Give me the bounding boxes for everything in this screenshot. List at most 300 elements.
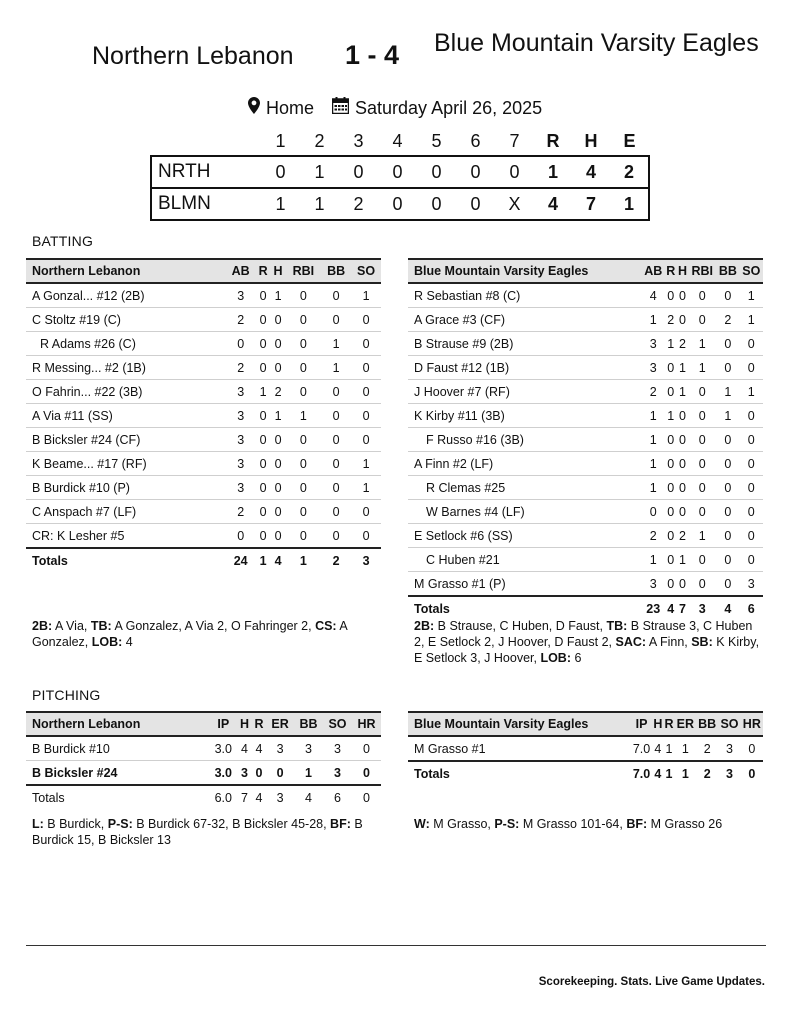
stat-col-header: BB — [696, 712, 718, 736]
linescore-row — [151, 188, 649, 220]
stat-cell: 0 — [716, 332, 739, 356]
note-key: 2B: — [32, 619, 53, 633]
stat-cell: 0 — [321, 476, 351, 500]
stat-cell: 0 — [321, 308, 351, 332]
stat-col-header: SO — [323, 712, 352, 736]
stat-cell: 0 — [688, 476, 716, 500]
player-name: E Setlock #6 (SS) — [408, 524, 642, 548]
stat-cell: 1 — [256, 380, 271, 404]
player-row — [26, 761, 381, 786]
totals-label: Totals — [408, 596, 642, 620]
stat-cell: 0 — [351, 332, 381, 356]
totals-cell: 3 — [266, 785, 294, 809]
stat-cell: 0 — [286, 500, 322, 524]
stat-cell: 0 — [226, 524, 256, 549]
stat-cell: 0 — [351, 380, 381, 404]
stat-cell: 0 — [256, 428, 271, 452]
stat-cell: 0 — [351, 308, 381, 332]
player-name: A Gonzal... #12 (2B) — [26, 283, 226, 308]
totals-cell: 6.0 — [209, 785, 237, 809]
player-row — [408, 428, 763, 452]
linescore-team: NRTH — [151, 156, 261, 188]
stat-cell: 2 — [226, 308, 256, 332]
player-row — [26, 332, 381, 356]
stat-cell: 1 — [642, 404, 665, 428]
linescore-table — [150, 127, 650, 221]
stat-cell: 3 — [237, 761, 251, 786]
note-value: B Burdick 67-32, B Bicksler 45-28, — [132, 817, 331, 831]
stat-cell: 1 — [642, 428, 665, 452]
linescore-col-header: 6 — [470, 130, 481, 151]
stat-cell: 0 — [688, 404, 716, 428]
stat-cell: 0 — [677, 308, 689, 332]
location-label: Home — [266, 97, 315, 118]
note-key: 2B: — [414, 619, 435, 633]
stat-cell: 0 — [271, 452, 286, 476]
player-row — [408, 548, 763, 572]
stat-cell: 0 — [256, 452, 271, 476]
stat-cell: 1 — [351, 476, 381, 500]
totals-cell: 7 — [237, 785, 251, 809]
stat-cell: 0 — [665, 428, 677, 452]
stat-cell: 0 — [256, 308, 271, 332]
stat-cell: 0 — [716, 572, 739, 597]
stat-cell: 2 — [642, 380, 665, 404]
stat-cell: 0 — [665, 356, 677, 380]
stat-cell: 3 — [226, 380, 256, 404]
stat-cell: 0 — [665, 452, 677, 476]
note-value: A Gonzalez, A Via 2, O Fahringer 2, — [111, 619, 316, 633]
totals-cell: 6 — [323, 785, 352, 809]
player-row — [408, 736, 763, 761]
stat-cell: 4 — [237, 736, 251, 761]
stat-cell: 0 — [677, 476, 689, 500]
totals-label: Totals — [26, 548, 226, 572]
totals-row — [408, 596, 763, 620]
stat-col-header: BB — [321, 259, 351, 283]
stat-cell: 0 — [665, 283, 677, 308]
player-row — [26, 500, 381, 524]
stat-cell: 0 — [677, 500, 689, 524]
stat-cell: 0 — [271, 524, 286, 549]
stat-cell: 2 — [677, 524, 689, 548]
stat-cell: 0 — [351, 356, 381, 380]
stat-cell: 0 — [256, 476, 271, 500]
linescore-inning-cell: 0 — [456, 188, 495, 220]
stat-col-header: SO — [351, 259, 381, 283]
stat-cell: 0 — [286, 356, 322, 380]
pitching-section-title: PITCHING — [32, 687, 101, 703]
stat-cell: 0 — [716, 500, 739, 524]
note-value: 4 — [122, 635, 133, 649]
totals-cell: 3 — [688, 596, 716, 620]
stat-header-row — [26, 712, 381, 736]
player-name: A Via #11 (SS) — [26, 404, 226, 428]
linescore-inning-cell: 0 — [378, 156, 417, 188]
player-name: O Fahrin... #22 (3B) — [26, 380, 226, 404]
player-row — [408, 283, 763, 308]
stat-cell: 3 — [266, 736, 294, 761]
stat-cell: 1 — [642, 476, 665, 500]
stat-col-header: SO — [718, 712, 740, 736]
linescore-inning-cell: 2 — [339, 188, 378, 220]
player-row — [26, 380, 381, 404]
stat-cell: 0 — [716, 548, 739, 572]
stat-cell: 0 — [321, 283, 351, 308]
linescore-inning-cell: 0 — [495, 156, 534, 188]
player-row — [26, 283, 381, 308]
stat-cell: 0 — [351, 428, 381, 452]
note-value: K Kirby, E Setlock 3, J Hoover, — [414, 635, 760, 665]
linescore-col-header: 4 — [392, 130, 403, 151]
stat-cell: 3 — [642, 356, 665, 380]
totals-cell: 4 — [665, 596, 677, 620]
totals-cell: 0 — [352, 785, 381, 809]
totals-row — [26, 548, 381, 572]
player-name: M Grasso #1 — [408, 736, 631, 761]
stat-cell: 0 — [688, 308, 716, 332]
note-value: B Burdick 15, B Bicksler 13 — [32, 817, 363, 847]
batting-section-title: BATTING — [32, 233, 94, 249]
stat-cell: 1 — [271, 404, 286, 428]
stat-cell: 0 — [740, 524, 763, 548]
stat-cell: 0 — [256, 500, 271, 524]
stat-cell: 0 — [286, 332, 322, 356]
player-name: R Sebastian #8 (C) — [408, 283, 642, 308]
stat-cell: 1 — [321, 332, 351, 356]
stat-cell: 3 — [226, 283, 256, 308]
stat-cell: 3 — [226, 476, 256, 500]
stat-cell: 0 — [740, 332, 763, 356]
stat-cell: 0 — [677, 404, 689, 428]
stat-cell: 0 — [226, 332, 256, 356]
stat-cell: 0 — [256, 404, 271, 428]
pitching-notes-away — [32, 816, 387, 848]
stat-cell: 0 — [665, 380, 677, 404]
stat-cell: 0 — [665, 500, 677, 524]
player-name: M Grasso #1 (P) — [408, 572, 642, 597]
linescore-inning-cell: 1 — [300, 188, 339, 220]
stat-cell: 1 — [740, 308, 763, 332]
player-row — [408, 452, 763, 476]
linescore-row — [151, 156, 649, 188]
note-key: LOB: — [91, 635, 123, 649]
stat-cell: 3 — [642, 572, 665, 597]
stat-cell: 0 — [256, 524, 271, 549]
totals-cell: 1 — [675, 761, 696, 785]
stat-cell: 0 — [271, 428, 286, 452]
player-row — [408, 500, 763, 524]
stat-cell: 0 — [741, 736, 763, 761]
stat-cell: 0 — [352, 736, 381, 761]
stat-cell: 1 — [351, 452, 381, 476]
totals-cell: 6 — [740, 596, 763, 620]
linescore-col-header: R — [546, 130, 560, 151]
player-name: B Strause #9 (2B) — [408, 332, 642, 356]
player-row — [408, 308, 763, 332]
stat-cell: 0 — [740, 548, 763, 572]
note-key: TB: — [606, 619, 628, 633]
player-row — [26, 476, 381, 500]
stat-cell: 1 — [665, 404, 677, 428]
stat-cell: 0 — [352, 761, 381, 786]
stat-cell: 1 — [688, 332, 716, 356]
stat-cell: 0 — [271, 332, 286, 356]
footer-divider — [26, 945, 766, 946]
player-name: R Clemas #25 — [408, 476, 642, 500]
home-team-name: Blue Mountain Varsity Eagles — [434, 29, 759, 57]
stat-header-row — [408, 712, 763, 736]
stat-cell: 3 — [642, 332, 665, 356]
footer-tagline: Scorekeeping. Stats. Live Game Updates. — [538, 976, 765, 988]
stat-cell: 0 — [688, 572, 716, 597]
note-key: SAC: — [615, 635, 647, 649]
stat-col-header: ER — [266, 712, 294, 736]
stat-cell: 4 — [642, 283, 665, 308]
stat-cell: 0 — [716, 452, 739, 476]
stat-cell: 0 — [740, 428, 763, 452]
stat-cell: 3 — [294, 736, 323, 761]
stat-cell: 3 — [323, 761, 352, 786]
note-value: A Via, — [52, 619, 91, 633]
stat-cell: 0 — [252, 761, 266, 786]
away-team-name: Northern Lebanon — [92, 42, 294, 70]
linescore-errors: 2 — [610, 156, 649, 188]
totals-cell: 4 — [716, 596, 739, 620]
player-name: K Beame... #17 (RF) — [26, 452, 226, 476]
linescore-inning-cell: X — [495, 188, 534, 220]
stat-team-header: Northern Lebanon — [26, 259, 226, 283]
stat-cell: 0 — [286, 428, 322, 452]
stat-cell: 3 — [718, 736, 740, 761]
linescore-errors: 1 — [610, 188, 649, 220]
stat-cell: 0 — [688, 428, 716, 452]
stat-cell: 1 — [740, 380, 763, 404]
stat-cell: 0 — [665, 476, 677, 500]
stat-cell: 0 — [321, 452, 351, 476]
stat-cell: 0 — [351, 524, 381, 549]
note-key: SB: — [691, 635, 713, 649]
totals-cell: 7 — [677, 596, 689, 620]
totals-row — [408, 761, 763, 785]
linescore-inning-cell: 0 — [456, 156, 495, 188]
stat-col-header: H — [677, 259, 689, 283]
stat-col-header: HR — [352, 712, 381, 736]
stat-col-header: AB — [642, 259, 665, 283]
stat-cell: 2 — [665, 308, 677, 332]
player-name: C Anspach #7 (LF) — [26, 500, 226, 524]
note-value: M Grasso, — [429, 817, 495, 831]
player-name: A Finn #2 (LF) — [408, 452, 642, 476]
stat-cell: 0 — [256, 356, 271, 380]
stat-cell: 0 — [256, 332, 271, 356]
linescore-header-row — [151, 127, 649, 156]
stat-cell: 3 — [323, 736, 352, 761]
totals-cell: 1 — [663, 761, 674, 785]
stat-cell: 0 — [321, 500, 351, 524]
linescore-col-header: 7 — [509, 130, 520, 151]
stat-cell: 0 — [740, 476, 763, 500]
stat-cell: 0 — [688, 380, 716, 404]
note-key: P-S: — [494, 817, 520, 831]
linescore-runs: 4 — [534, 188, 572, 220]
stat-col-header: R — [663, 712, 674, 736]
note-key: P-S: — [107, 817, 133, 831]
totals-label: Totals — [26, 785, 209, 809]
stat-col-header: IP — [631, 712, 652, 736]
stat-cell: 0 — [740, 404, 763, 428]
linescore-hits: 7 — [572, 188, 610, 220]
totals-cell: 4 — [271, 548, 286, 572]
stat-col-header: RBI — [688, 259, 716, 283]
linescore-inning-cell: 1 — [261, 188, 300, 220]
note-key: L: — [32, 817, 44, 831]
note-value: M Grasso 101-64, — [519, 817, 627, 831]
player-name: B Bicksler #24 — [26, 761, 209, 786]
stat-cell: 0 — [688, 500, 716, 524]
stat-cell: 0 — [740, 356, 763, 380]
stat-cell: 0 — [665, 548, 677, 572]
note-value: B Strause, C Huben, D Faust, — [434, 619, 607, 633]
stat-col-header: H — [652, 712, 663, 736]
stat-col-header: HR — [741, 712, 763, 736]
calendar-icon — [332, 97, 349, 119]
stat-cell: 2 — [677, 332, 689, 356]
stat-col-header: AB — [226, 259, 256, 283]
player-row — [26, 404, 381, 428]
player-name: F Russo #16 (3B) — [408, 428, 642, 452]
stat-cell: 1 — [321, 356, 351, 380]
stat-col-header: IP — [209, 712, 237, 736]
stat-team-header: Blue Mountain Varsity Eagles — [408, 712, 631, 736]
stat-col-header: H — [271, 259, 286, 283]
linescore-inning-cell: 0 — [417, 188, 456, 220]
player-row — [408, 404, 763, 428]
note-key: W: — [414, 817, 430, 831]
stat-cell: 0 — [688, 452, 716, 476]
stat-cell: 1 — [351, 283, 381, 308]
linescore-col-header: E — [623, 130, 636, 151]
player-name: C Stoltz #19 (C) — [26, 308, 226, 332]
stat-cell: 2 — [271, 380, 286, 404]
note-key: BF: — [330, 817, 351, 831]
stat-cell: 0 — [271, 476, 286, 500]
player-name: R Messing... #2 (1B) — [26, 356, 226, 380]
player-name: K Kirby #11 (3B) — [408, 404, 642, 428]
stat-col-header: R — [252, 712, 266, 736]
stat-cell: 1 — [665, 332, 677, 356]
note-value: B Strause 3, C Huben 2, E Setlock 2, J Hoover, D Faust 2, — [414, 619, 753, 649]
totals-cell: 4 — [252, 785, 266, 809]
player-name: CR: K Lesher #5 — [26, 524, 226, 549]
stat-cell: 0 — [716, 283, 739, 308]
stat-cell: 0 — [740, 500, 763, 524]
stat-cell: 1 — [716, 380, 739, 404]
batting-table-home — [408, 258, 763, 620]
player-row — [26, 308, 381, 332]
player-row — [408, 572, 763, 597]
totals-cell: 1 — [256, 548, 271, 572]
linescore-inning-cell: 0 — [417, 156, 456, 188]
player-row — [26, 356, 381, 380]
linescore-col-header: 1 — [275, 130, 286, 151]
stat-col-header: R — [256, 259, 271, 283]
stat-col-header: BB — [294, 712, 323, 736]
map-pin-icon — [248, 97, 260, 119]
stat-cell: 0 — [688, 548, 716, 572]
player-name: B Burdick #10 (P) — [26, 476, 226, 500]
player-name: B Burdick #10 — [26, 736, 209, 761]
date-label: Saturday April 26, 2025 — [355, 97, 543, 118]
stat-cell: 1 — [286, 404, 322, 428]
stat-cell: 0 — [351, 404, 381, 428]
player-name: B Bicksler #24 (CF) — [26, 428, 226, 452]
stat-col-header: RBI — [286, 259, 322, 283]
stat-cell: 0 — [321, 428, 351, 452]
player-row — [408, 356, 763, 380]
totals-row — [26, 785, 381, 809]
stat-cell: 3.0 — [209, 736, 237, 761]
linescore-col-header: 3 — [353, 130, 364, 151]
totals-label: Totals — [408, 761, 631, 785]
stat-cell: 0 — [286, 283, 322, 308]
linescore-corner — [151, 127, 261, 156]
stat-cell: 0 — [351, 500, 381, 524]
totals-cell: 4 — [294, 785, 323, 809]
stat-col-header: H — [237, 712, 251, 736]
player-row — [408, 524, 763, 548]
stat-cell: 0 — [716, 524, 739, 548]
stat-cell: 1 — [740, 283, 763, 308]
totals-cell: 23 — [642, 596, 665, 620]
player-name: D Faust #12 (1B) — [408, 356, 642, 380]
stat-cell: 1 — [716, 404, 739, 428]
note-value: A Gonzalez, — [32, 619, 348, 649]
linescore-inning-cell: 0 — [378, 188, 417, 220]
stat-cell: 0 — [286, 308, 322, 332]
stat-team-header: Blue Mountain Varsity Eagles — [408, 259, 642, 283]
totals-cell: 2 — [696, 761, 718, 785]
stat-cell: 1 — [677, 380, 689, 404]
linescore-inning-cell: 1 — [300, 156, 339, 188]
player-row — [408, 332, 763, 356]
stat-cell: 1 — [271, 283, 286, 308]
stat-cell: 1 — [294, 761, 323, 786]
stat-cell: 1 — [688, 356, 716, 380]
batting-notes-home — [414, 618, 764, 666]
stat-cell: 0 — [740, 452, 763, 476]
linescore-inning-cell: 0 — [261, 156, 300, 188]
stat-cell: 0 — [688, 283, 716, 308]
stat-cell: 1 — [642, 308, 665, 332]
stat-cell: 4 — [252, 736, 266, 761]
stat-cell: 0 — [286, 452, 322, 476]
stat-cell: 0 — [321, 524, 351, 549]
stat-cell: 0 — [321, 404, 351, 428]
stat-cell: 1 — [642, 548, 665, 572]
stat-cell: 4 — [652, 736, 663, 761]
pitching-table-home — [408, 711, 763, 785]
player-name: J Hoover #7 (RF) — [408, 380, 642, 404]
linescore-inning-cell: 0 — [339, 156, 378, 188]
stat-header-row — [408, 259, 763, 283]
stat-cell: 0 — [642, 500, 665, 524]
stat-cell: 3.0 — [209, 761, 237, 786]
note-key: TB: — [90, 619, 112, 633]
player-row — [408, 476, 763, 500]
stat-cell: 0 — [665, 572, 677, 597]
stat-cell: 3 — [226, 452, 256, 476]
